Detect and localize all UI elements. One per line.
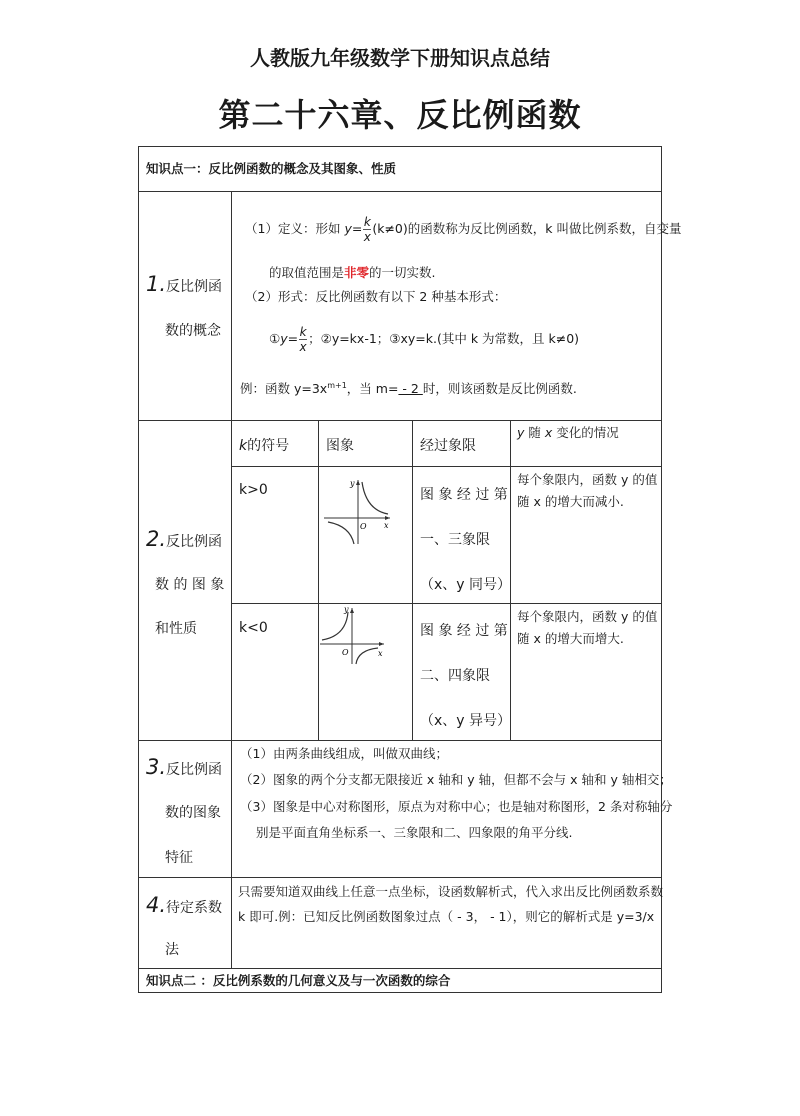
sec3-line-4: 别是平面直角坐标系一、三象限和二、四象限的角平分线.	[256, 825, 573, 840]
sec1-label-line2: 数的概念	[165, 323, 221, 339]
sec1-definition: （1）定义：形如 y= $\frac{k}{x}$ (k≠0)的函数称为反比例函数，k 叫做比例系数，自变量	[245, 215, 682, 244]
fraction-k-over-x: $\frac{k}{x}$	[363, 215, 371, 244]
sec3-line-3: （3）图象是中心对称图形，原点为对称中心；也是轴对称图形，2 条对称轴分	[240, 799, 673, 814]
svg-text:y: y	[344, 605, 349, 614]
sec1-forms: ①y= $\frac{k}{x}$ ；②y=kx-1；③xy=k.(其中 k 为常数，且 k≠0)	[269, 325, 580, 354]
sec2-label-line2: 数 的 图 象	[155, 577, 225, 593]
fraction-k-over-x-2: $\frac{k}{x}$	[299, 325, 307, 354]
sec1-label: 1.反比例函	[146, 272, 223, 296]
hyperbola-k-positive-graph	[322, 474, 394, 546]
row2-quadrants-line1: 图 象 经 过 第	[420, 623, 508, 639]
sec1-example: 例：函数 $y=3x^{m+1}$，当 m= - 2 时，则该函数是反比例函数.	[240, 381, 577, 397]
kp1-header: 知识点一：反比例函数的概念及其图象、性质	[146, 161, 397, 176]
sec3-label: 3.反比例函	[146, 755, 223, 779]
row2-quadrants-line2: 二、四象限	[420, 668, 490, 684]
row1-change-line1: 每个象限内，函数 y 的值	[517, 472, 658, 487]
svg-text:x: x	[384, 521, 389, 530]
row2-quadrants-line3: （x、y 异号）	[420, 713, 512, 729]
sec4-label-line2: 法	[165, 942, 179, 958]
row1-quadrants-line1: 图 象 经 过 第	[420, 487, 508, 503]
hyperbola-k-negative-graph	[318, 604, 390, 666]
row2-change-line1: 每个象限内，函数 y 的值	[517, 609, 658, 624]
col-header-graph: 图象	[326, 438, 354, 454]
sec2-label-line3: 和性质	[155, 621, 197, 637]
sec3-label-line3: 特征	[165, 850, 193, 866]
row1-k-sign: k>0	[239, 482, 268, 498]
svg-text:O: O	[342, 648, 349, 657]
row1-change-line2: 随 x 的增大而减小.	[517, 494, 624, 509]
sec3-line-1: （1）由两条曲线组成，叫做双曲线；	[240, 746, 448, 761]
row1-quadrants-line2: 一、三象限	[420, 532, 490, 548]
sec3-label-line2: 数的图象	[165, 805, 221, 821]
row2-change-line2: 随 x 的增大而增大.	[517, 631, 624, 646]
svg-text:x: x	[378, 649, 383, 658]
row2-k-sign: k<0	[239, 620, 268, 636]
col-header-k-sign: k的符号	[239, 438, 290, 454]
sec1-forms-heading: （2）形式：反比例函数有以下 2 种基本形式：	[245, 289, 507, 304]
document-subtitle: 人教版九年级数学下册知识点总结	[250, 46, 550, 70]
col-header-change: y 随 x 变化的情况	[517, 425, 619, 440]
svg-text:O: O	[360, 522, 367, 531]
sec3-line-2: （2）图象的两个分支都无限接近 x 轴和 y 轴，但都不会与 x 轴和 y 轴相交；	[240, 772, 672, 787]
sec1-domain: 的取值范围是非零的一切实数.	[269, 265, 436, 280]
sec4-line-1: 只需要知道双曲线上任意一点坐标，设函数解析式，代入求出反比例函数系数	[238, 884, 664, 899]
chapter-title: 第二十六章、反比例函数	[218, 96, 582, 134]
row1-quadrants-line3: （x、y 同号）	[420, 577, 512, 593]
sec4-label: 4.待定系数	[146, 893, 223, 917]
svg-text:y: y	[350, 479, 355, 488]
sec4-line-2: k 即可.例：已知反比例函数图象过点（ - 3， - 1），则它的解析式是 y=3/x	[238, 909, 655, 924]
kp2-header: 知识点二 ：反比例系数的几何意义及与一次函数的综合	[146, 973, 451, 988]
col-header-quadrants: 经过象限	[420, 438, 476, 454]
sec2-label: 2.反比例函	[146, 527, 223, 551]
